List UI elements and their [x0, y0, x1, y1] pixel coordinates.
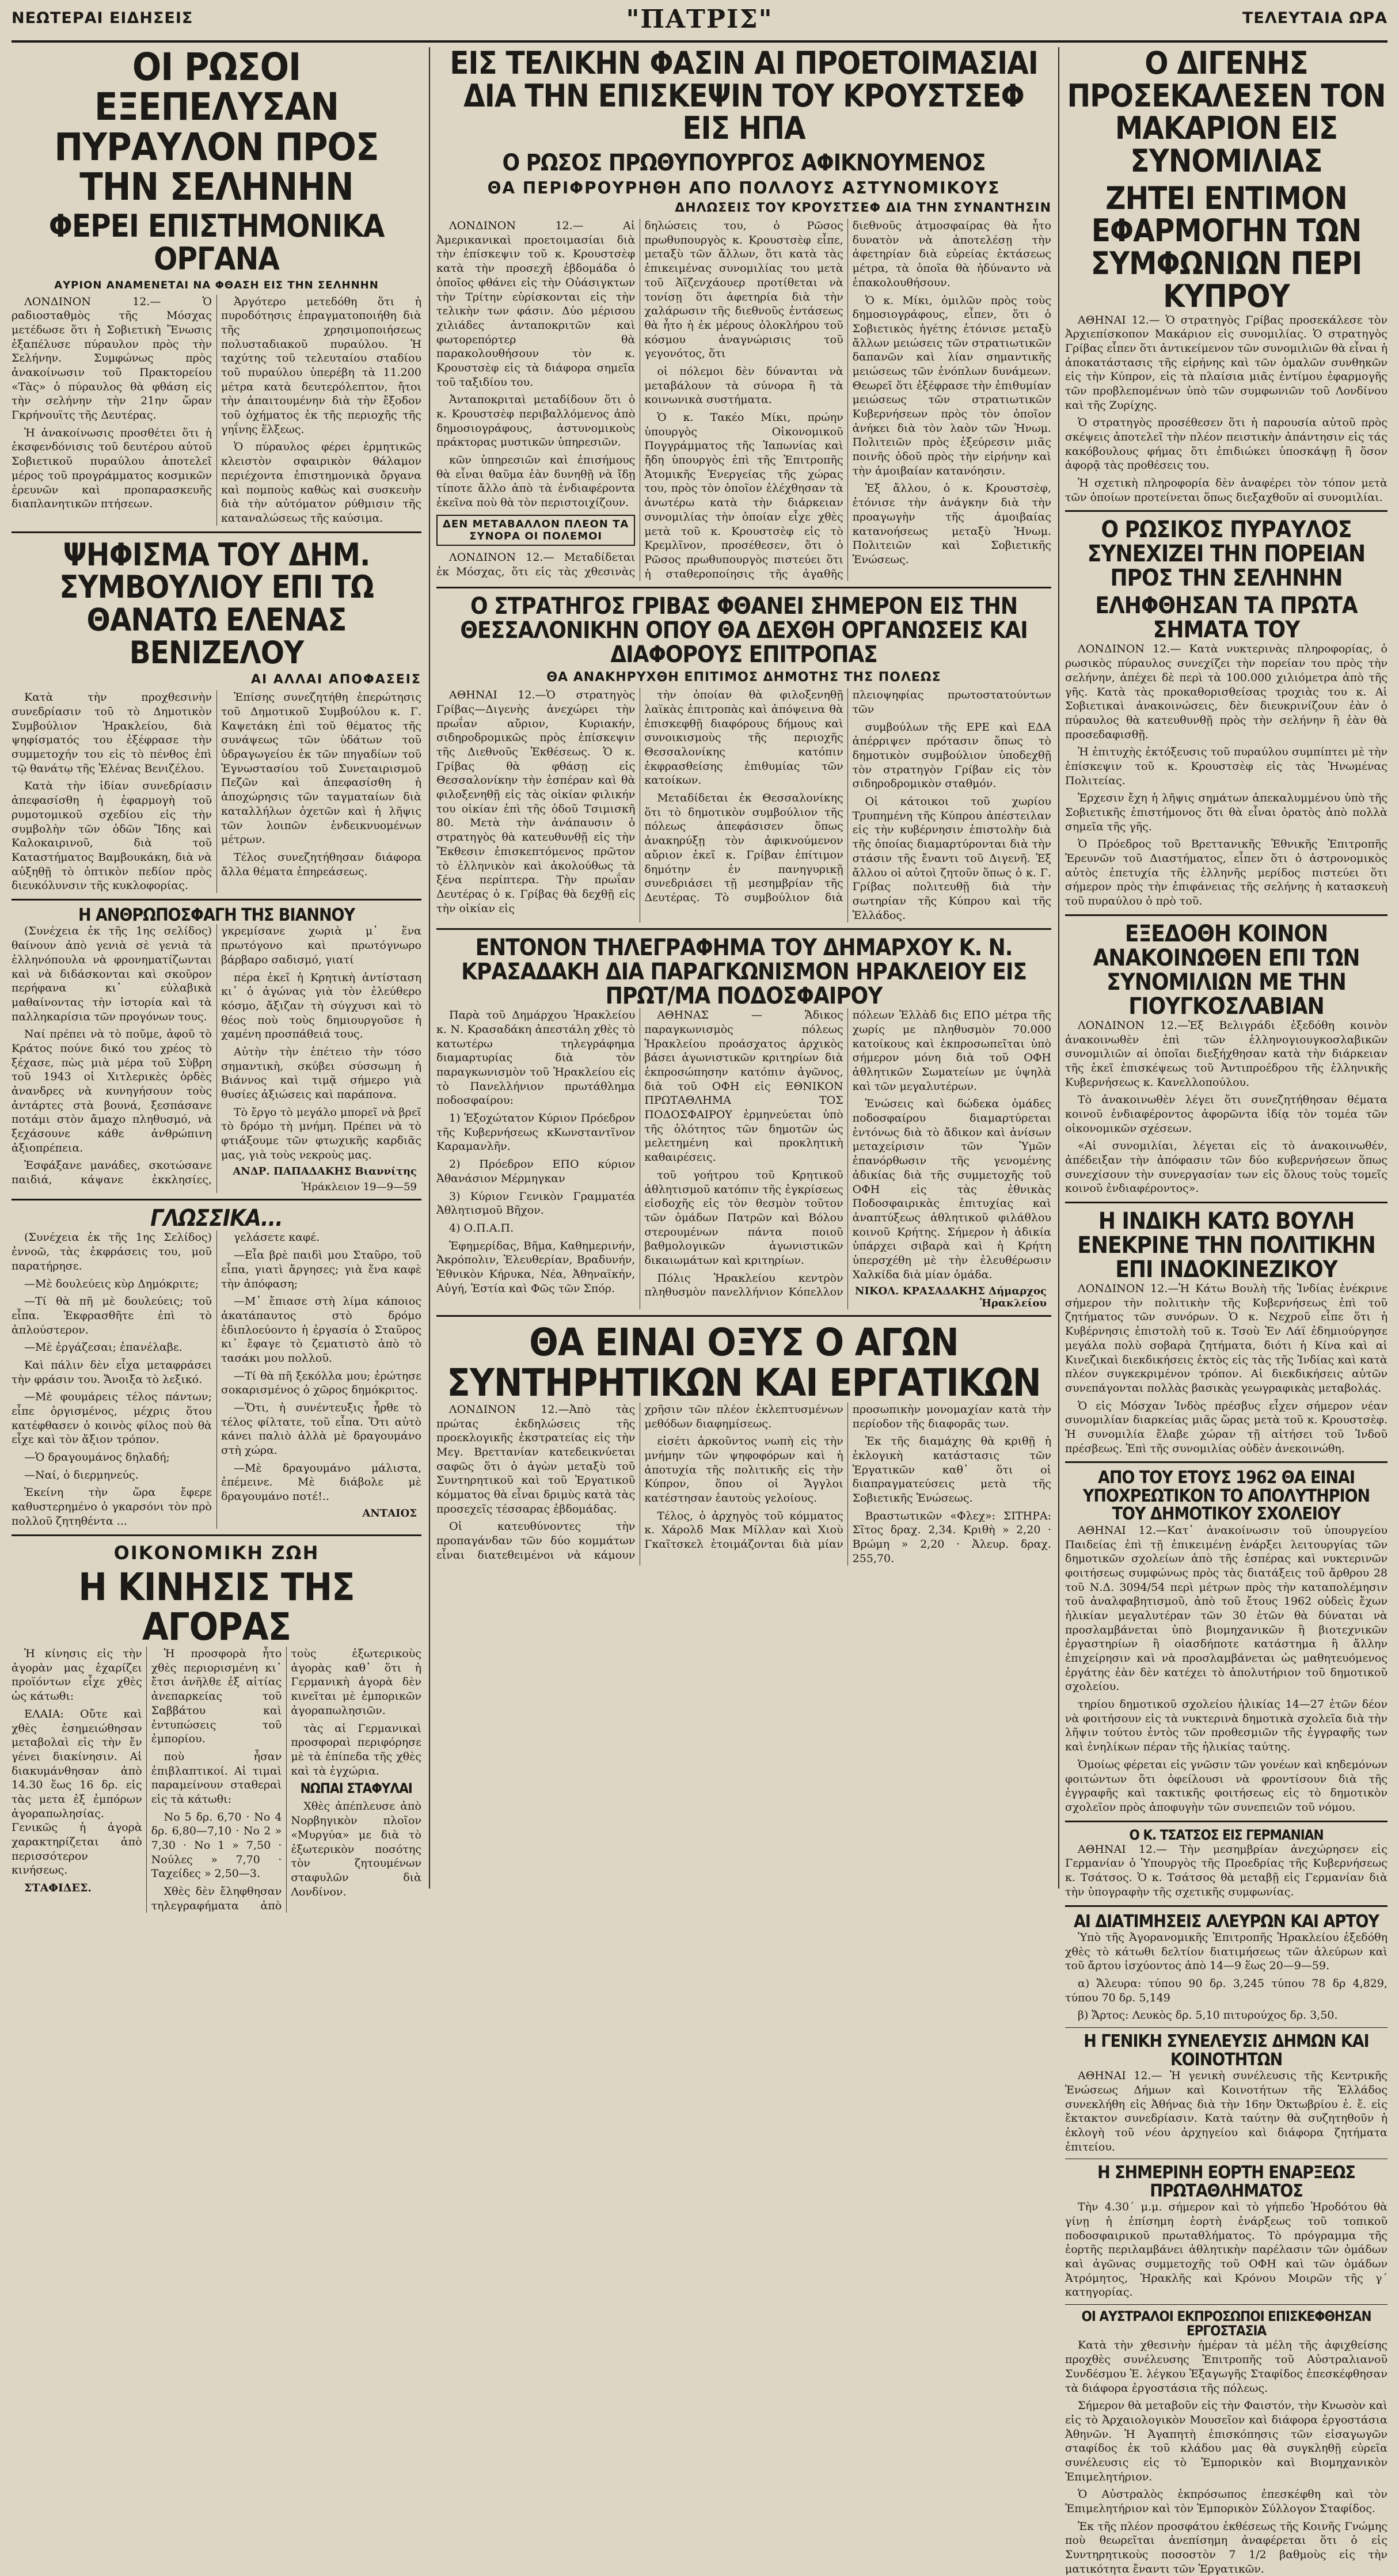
paragraph: Ἑνώσεις καὶ δώδεκα ὁμάδες ποδοσφαίρου διαμαρτύρεται ἐντόνως διὰ τὸ ἄδικον καὶ ἀνίσων μεταχείρισιν τῶν Ὑμῶν ἐπανόρθωσιν τῆς γενομένης ἀδικίας διὰ τῆς συμμετοχῆς τοῦ ΟΦΗ εἰς τὰς ἐθνικὰς Ποδοσφαιρικὰς ἐπιτυχίας καὶ ἀναπτύξεως ἀθλητικοῦ φιλάθλου κοινοῦ Κρήτης. Σήμερον ἡ ἀδικία ὑπάρχει σιβαρὰ καὶ ἡ Κρήτη ὑπερσχέθη μὲ τὴν ἐλευθέρωσιν Χαλκίδα διὰ μίαν ὁμάδα.	[852, 1097, 1051, 1281]
paragraph: Ἐκείνη τὴν ὥρα ἔφερε καθυστερημένο ὁ γκαρσόνι τὸν πρὸ πολλοῦ ζητηθέντα ...	[12, 1486, 212, 1528]
paragraph: ΛΟΝΔΙΝΟΝ 12.—Ἀπὸ τὰς πρώτας ἐκδηλώσεις τῆς προεκλογικῆς ἐκστρατείας εἰς τὴν Μεγ. Βρεττανίαν κατεδεικνύεται σαφῶς ὅτι ὁ ἀγὼν μεταξὺ τοῦ Συντηρητικοῦ καὶ τοῦ Ἐργατικοῦ κόμματος θὰ εἶναι δριμὺς κατὰ τὰς προσεχεῖς τέσσαρας ἑβδομάδας.	[436, 1403, 636, 1515]
divider	[12, 531, 421, 533]
divider	[1065, 510, 1387, 512]
paragraph: Κατὰ τὴν προχθεσινὴν συνεδρίασιν τοῦ τὸ Δημοτικὸν Συμβούλιον Ἡρακλείου, διὰ ψηφίσματός του ἐξέφρασε τὴν συμμετοχήν του εἰς τὸ πένθος ἐπὶ τῷ θανάτῳ τῆς Ἐλένας Βενιζέλου.	[12, 691, 212, 775]
paragraph: —Εἶα βρὲ παιδὶ μου Σταῦρο, τοῦ εἶπα, γιατὶ ἄργησες; γιὰ ἕνα καφὲ τὴν ἀπόφαση;	[221, 1249, 421, 1290]
headline: ΑΠΟ ΤΟΥ ΕΤΟΥΣ 1962 ΘΑ ΕΙΝΑΙ ΥΠΟΧΡΕΩΤΙΚΟΝ ΤΟ ΑΠΟΛΥΤΗΡΙΟΝ ΤΟΥ ΔΗΜΟΤΙΚΟΥ ΣΧΟΛΕΙΟΥ	[1082, 1468, 1370, 1525]
divider	[1065, 1461, 1387, 1463]
boxed-subhead: ΔΕΝ ΜΕΤΑΒΑΛΛΟΝ ΠΛΕΟΝ ΤΑ ΣΥΝΟΡΑ ΟΙ ΠΟΛΕΜΟΙ	[436, 515, 635, 546]
headline: Ο ΣΤΡΑΤΗΓΟΣ ΓΡΙΒΑΣ ΦΘΑΝΕΙ ΣΗΜΕΡΟΝ ΕΙΣ ΤΗΝ ΘΕΣΣΑΛΟΝΙΚΗΝ ΟΠΟΥ ΘΑ ΔΕΧΘΗ ΟΡΓΑΝΩΣΕΙΣ ΚΑΙ ΔΙΑΦΟΡΟΥΣ ΕΠΙΤΡΟΠΑΣ	[460, 593, 1028, 668]
article-feast	[1065, 2164, 1387, 2300]
article-rocket	[1065, 518, 1387, 908]
headline: ΕΝΤΟΝΟΝ ΤΗΛΕΓΡΑΦΗΜΑ ΤΟΥ ΔΗΜΑΡΧΟΥ Κ. Ν. ΚΡΑΣΑΔΑΚΗ ΔΙΑ ΠΑΡΑΓΚΩΝΙΣΜΟΝ ΗΡΑΚΛΕΙΟΥ ΕΙΣ ΠΡΩΤ/ΜΑ ΠΟΔΟΣΦΑΙΡΟΥ	[461, 934, 1027, 1010]
dateline: Ἡράκλειον 19—9—59	[301, 1181, 417, 1194]
paragraph: (Συνέχεια ἐκ τῆς 1ης Σελίδος) ἐννοῶ, τὰς ἐκφράσεις του, μοῦ παρατήρησε.	[12, 1231, 212, 1272]
paragraph: Ἐξ ἄλλου, ὁ κ. Κρουστσὲφ, ἐτόνισε τὴν ἀνάγκην διὰ τὴν προαγωγὴν τῆς ἀμοιβαίας κατανοήσεως μεταξὺ Ἡνωμ. Πολιτειῶν καὶ Σοβιετικῆς Ἑνώσεως.	[852, 482, 1051, 566]
paragraph: Τὴν 4.30΄ μ.μ. σήμερον καὶ τὸ γήπεδο Ἡροδότου θὰ γίνῃ ἡ ἐπίσημη ἑορτὴ ἐνάρξεως τοῦ τοπικοῦ ποδοσφαιρικοῦ πρωταθλήματος. Τὸ πρόγραμμα τῆς ἑορτῆς περιλαμβάνει ἀθλητικὴν παρέλασιν τῶν ὁμάδων καὶ ἀγῶνας συμμετοχῆς τοῦ ΟΦΗ καὶ τῶν ὁμάδων Ἀτρόμητος, Ἡρακλῆς καὶ Κρόνου Μοιρῶν τῆς γ΄ κατηγορίας.	[1065, 2201, 1387, 2299]
paragraph: Ἡ σχετικὴ πληροφορία δὲν ἀναφέρει τὸν τόπον μετὰ τῶν ὁποίων προτείνεται ὅπως διεξαχθοῦν αἱ συνομιλίαι.	[1065, 477, 1387, 504]
paragraph: β) Ἄρτος: Λευκὸς δρ. 5,10 πιτυρούχος δρ. 3,50.	[1078, 2009, 1338, 2022]
signature: ΑΝΤΑΙΟΣ	[362, 1507, 417, 1519]
paragraph: Ἡ προσφορὰ ἦτο χθὲς περιορισμένη κι᾿ ἔτσι ἀνῆλθε ἐξ αἰτίας ἀνεπαρκείας τοῦ Σαββάτου καὶ ἐντυπώσεις τοῦ ἐμπορίου.	[151, 1647, 282, 1746]
paragraph: γελάσετε καφέ.	[234, 1231, 320, 1244]
paragraph: ΛΟΝΔΙΝΟΝ 12.— Κατὰ νυκτερινὰς πληροφορίας, ὁ ρωσικὸς πύραυλος συνεχίζει τὴν πορείαν του πρὸς τὴν σελήνην, ἀπέχει δὲ περὶ τὰ 100.000 χιλιόμετρα ἀπὸ τῆς γῆς. Κατὰ τὰς προκαθορισθείσας τροχιὰς του κ. Αἱ Σοβιετικαὶ ἀνακοινώσεις, δὲν διευκρινίζουν ἐὰν ὁ πύραυλος θὰ κατευθυνθῇ πρὸς τὴν σελήνην ἢ ἐὰν θὰ προσεδαφισθῇ.	[1065, 643, 1387, 741]
paragraph: Ὁ πύραυλος φέρει ἑρμητικῶς κλειστὸν σφαιρικὸν θάλαμον περιέχοντα ἐπιστημονικὰ ὄργανα καὶ πομποὺς καθὼς καὶ συσκευὴν διὰ τὴν αὐτόματον ρύθμισιν τῆς καταναλώσεως τῆς καύσιμα.	[221, 440, 421, 525]
paragraph: Ἐφημερίδας, Βῆμα, Καθημερινήν, Ἀκρόπολιν, Ἐλευθερίαν, Βραδυνήν, Ἐθνικὸν Κήρυκα, Νέα, Ἀθηναϊκήν, Αὐγή, Ἑστία καὶ Φῶς τῶν Σπόρ.	[436, 1239, 636, 1295]
headline: ΕΙΣ ΤΕΛΙΚΗΝ ΦΑΣΙΝ ΑΙ ΠΡΟΕΤΟΙΜΑΣΙΑΙ ΔΙΑ ΤΗΝ ΕΠΙΣΚΕΨΙΝ ΤΟΥ ΚΡΟΥΣΤΣΕΦ ΕΙΣ ΗΠΑ	[450, 45, 1038, 147]
article-grivas	[436, 594, 1051, 922]
divider	[1065, 1202, 1387, 1203]
headline: Ο ΡΩΣΙΚΟΣ ΠΥΡΑΥΛΟΣ ΣΥΝΕΧΙΖΕΙ ΤΗΝ ΠΟΡΕΙΑΝ ΠΡΟΣ ΤΗΝ ΣΕΛΗΝΗΝ	[1087, 516, 1366, 592]
paragraph: Αὐτὴν τὴν ἐπέτειο τὴν τόσο σημαντικὴ, σκύβει σύσσωμη ἡ Βιάννος καὶ τιμᾷ σήμερο γιὰ θυσίες ἀξιώσεις καὶ παράπονα.	[221, 1045, 421, 1101]
paragraph: Ἡ ἐπιτυχὴς ἐκτόξευσις τοῦ πυραύλου συμπίπτει μὲ τὴν ἐπίσκεψιν τοῦ κ. Κρουστσὲφ εἰς τὰς Ἡνωμένας Πολιτείας.	[1065, 746, 1387, 787]
paragraph: —Μ᾿ ἔπιασε στὴ λίμα κάποιος ἀκατάπαυτος στὸ δρόμο ἐδιπλοεύοντο ἡ ἐργασία ὁ Σταῦρος κι᾿ ἔφαγε τὸ ζεματιστὸ ἀπὸ τὸ τασάκι μου πολλοῦ.	[221, 1295, 421, 1365]
paragraph: 1) Ἐξοχώτατον Κύριον Πρόεδρον τῆς Κυβερνήσεως κΚωνσταντῖνον Καραμανλῆν.	[436, 1112, 636, 1153]
article-market	[12, 1542, 421, 1913]
paragraph: 2) Πρόεδρον ΕΠΟ κύριον Ἀθανάσιον Μέρμηγκαν	[436, 1158, 636, 1185]
paragraph: ΑΘΗΝΑΙ 12.—Ὁ στρατηγὸς Γρίβας—Διγενὴς ἀνεχώρει τὴν πρωΐαν αὔριον, Κυριακήν, σιδηροδρομικῶς πρὸς ἐπίσκεψιν τῆς Διεθνοῦς Ἐκθέσεως. Ὁ κ. Γρίβας θὰ φθάσῃ εἰς Θεσσαλονίκην τὴν ἑσπέραν καὶ θὰ φιλοξενηθῇ εἰς τὰς οἰκίαν φιλικήν του οἰκίαν ἐπὶ τῆς ὁδοῦ Τσιμισκῆ 80. Μετὰ τὴν ἀνάπαυσιν ὁ στρατηγὸς θὰ κατευθυνθῇ εἰς τὴν Ἔκθεσιν ἐπισκεπτόμενος πρῶτον τὸ ἑλληνικὸν καὶ ἀκολούθως τὰ ξένα περίπτερα. Τὴν πρωΐαν Δευτέρας ὁ κ. Γρίβας θὰ δεχθῇ εἰς τὴν οἰκίαν εἰς	[436, 689, 636, 915]
paragraph: ΕΛΑΙΑ: Οὔτε καὶ χθὲς ἐσημειώθησαν μεταβολαὶ εἰς τὴν ἔν γένει διακίνησιν. Αἱ διακυμάνθησαν ἀπὸ 14.30 ἕως 16 δρ. εἰς τὰς μετα ἐξ ἐμπόρων ἀγοραπωλησίας. Γενικῶς ἡ ἀγορὰ χαρακτηρίζεται ἀπὸ περισσότερον κινήσεως.	[12, 1707, 142, 1877]
paragraph: Ἐπίσης συνεζητήθη ἐπερώτησις τοῦ Δημοτικοῦ Συμβούλου κ. Γ. Καψετάκη ἐπὶ τοῦ θέματος τῆς συνάψεως τῶν ὑδάτων τοῦ ὑδραγωγείου ἐκ τῶν πηγαδίων τοῦ Ἐγνωστασίου τοῦ Συνεταιρισμοῦ Πεζῶν καὶ ἀπεφασίσθη ἡ ἀποχώρησις τῶν ταγματαίων διὰ καταλλήλων ὀχετῶν καὶ ἡ λῆψις τῶν λοιπῶν ἐνδεικνυομένων μέτρων.	[221, 691, 421, 846]
paragraph: Σήμερον θὰ μεταβοῦν εἰς τὴν Φαιστόν, τὴν Κνωσὸν καὶ εἰς τὸ Ἀρχαιολογικὸν Μουσεῖον καὶ διάφορα ἐργοστάσια Ἀθηνῶν. Ἡ Ἀγαπητὴ ἐπισκόπησις τῶν εἰσαγωγῶν σταφίδος ἐκ τοῦ κλάδου μας θὰ συγκληθῇ εὐρεῖα συνέλευσις εἰς τὸ Ἐμπορικὸν καὶ Βιομηχανικὸν Ἐπιμελητήριον.	[1065, 2399, 1387, 2483]
article-kruschev	[436, 47, 1051, 581]
paragraph: πέρα ἐκεῖ ἡ Κρητικὴ ἀντίσταση κι᾿ ὁ ἀγώνας γιὰ τὸν ἐλεύθερο κόσμο, ἄξιζαν τὴ σύγχυσι καὶ τὸ θέος ποὺ τοὺς δημιουργοῦσε ἡ χαμένη προσπάθειά τους.	[221, 971, 421, 1041]
paragraph: Τὸ ἔργο τὸ μεγάλο μπορεῖ νὰ βρεῖ τὸ δρόμο τὴ μνήμη. Πρέπει νὰ τὸ φτιάξουμε τῶν φτωχικῆς καρδιᾶς μας, γιὰ τοὺς νεκροὺς μας.	[221, 1105, 421, 1161]
headline: ΑΙ ΔΙΑΤΙΜΗΣΕΙΣ ΑΛΕΥΡΩΝ ΚΑΙ ΑΡΤΟΥ	[1073, 1911, 1379, 1932]
divider	[436, 587, 1051, 588]
paragraph: Ὁ Πρόεδρος τοῦ Βρεττανικῆς Ἑθνικῆς Ἐπιτροπῆς Ἐρευνῶν τοῦ Διαστήματος, εἶπεν ὅτι ὁ ἀστρονομικὸς αὐτὸς ἐπετυχία τῆς ἑλληνῆς μερίδος πιστεύει ὅτι σήμερον πρὸς τὴν ἐπιφάνειας τῆς σελήνης ἡ κατασκευὴ τοῦ πυραύλου ὁ πρὸ τοῦ.	[1065, 838, 1387, 908]
paragraph: —Μὲ φουμάρεις τέλος πάντων; εἶπε ὀργισμένος, μέχρις ὅτου κατέφθασεν ὁ κοινὸς φίλος ποὺ θὰ εἶχε καὶ τὸν ἄξιον τρόπον.	[12, 1390, 212, 1446]
column-divider	[1058, 47, 1059, 1889]
subheadline: ΑΙ ΑΛΛΑΙ ΑΠΟΦΑΣΕΙΣ	[251, 673, 421, 687]
paragraph: «Αἱ συνομιλίαι, λέγεται εἰς τὸ ἀνακοινωθέν, ἀπέδειξαν τὴν ἀπόφασιν τῶν δύο κυβερνήσεων ὅπως συνεχίσουν τὴν συνεργασίαν των εἰς ὅλους τοὺς τομεῖς κοινοῦ ἐνδιαφέροντος».	[1065, 1139, 1387, 1195]
article-viannos	[12, 906, 421, 1194]
paragraph: Ἐκ τῆς πλέον προσφάτου ἐκθέσεως τῆς Κοινῆς Γνώμης ποὺ θεωρεῖται ἀνεπίσημη ἀναφέρεται ὅτι ὁ εἰς Συντηρητικοὺς ποσοστὸν 7 1/2 βαθμοὺς εἰς τὴν ματικότητα ἔναντι τῶν Ἐργατικῶν.	[1065, 2520, 1387, 2575]
article-glossika	[12, 1206, 421, 1528]
paragraph: Βραστωτικῶν «Φλεχ»: ΣΙΤΗΡΑ: Σῖτος δραχ. 2,34. Κριθὴ » 2,20 · Βρώμη » 2,20 · Ἀλευρ. δραχ. 255,70.	[852, 1509, 1051, 1565]
headline: Ο Κ. ΤΣΑΤΣΟΣ ΕΙΣ ΓΕΡΜΑΝΙΑΝ	[1129, 1826, 1324, 1843]
column-right	[1065, 45, 1387, 2575]
article-australians	[1065, 2309, 1387, 2576]
paragraph: Παρὰ τοῦ Δημάρχου Ἡρακλείου κ. Ν. Κρασαδάκη ἀπεστάλη χθὲς τὸ κατωτέρω τηλεγράφημα διαμαρτυρίας διὰ τὸν παραγκωνισμὸν τοῦ Ἡρακλείου εἰς τὸ Πανελλήνιον πρωτάθλημα ποδοσφαίρου:	[436, 1009, 636, 1107]
subheadline: Ο ΡΩΣΟΣ ΠΡΩΘΥΠΟΥΡΓΟΣ ΑΦΙΚΝΟΥΜΕΝΟΣ	[502, 150, 986, 177]
paragraph: Χθὲς δὲν ἔληφθησαν τηλεγραφήματα ἀπὸ τοὺς ἐξωτερικοὺς ἀγορὰς καθ᾿ ὅτι ἡ Γερμανικὴ ἀγορὰ δὲν κινεῖται μὲ ἐμπορικῶν ἀγοραπωλησιῶν.	[151, 1647, 421, 1912]
divider	[436, 928, 1051, 930]
paragraph: ΑΘΗΝΑΙ 12.—Κατ᾿ ἀνακοίνωσιν τοῦ ὑπουργείου Παιδείας ἐπὶ τῇ ἐπικειμένῃ ἐνάρξει λειτουργίας τῶν δημοτικῶν σχολείων ἀπὸ τῆς ἑσπέρας καὶ νυκτερινῶν φοιτήσεως συμφώνως πρὸς τὰς διατάξεις τοῦ ἄρθρου 28 τοῦ Ν.Δ. 3094/54 περὶ μέτρων πρὸς τὴν καταπολέμησιν τοῦ ἀναλφαβητισμοῦ, ἀπὸ τοῦ ἔτους 1962 οὐδεὶς ἔχων ἡλικίαν μεγαλυτέραν τῶν 30 ἐτῶν θὰ δύναται νὰ προσλαμβάνεται ὑπὸ βιομηχανικῶν ἢ βιοτεχνικῶν ἐργαστηρίων ἢ οἱασδήποτε κατάστημα ἢ ἄλλην ἐπιχείρησιν καὶ νὰ προσλαμβάνεται ὡς μαθητευόμενος ἐργάτης ἐὰν δὲν κατέχει τὸ ἀπολυτήριον τοῦ δημοτικοῦ σχολείου.	[1065, 1523, 1387, 1693]
subheadline: ΝΩΠΑΙ ΣΤΑΦΥΛΑΙ	[300, 1780, 412, 1797]
headline: ΨΗΦΙΣΜΑ ΤΟΥ ΔΗΜ. ΣΥΜΒΟΥΛΙΟΥ ΕΠΙ ΤΩ ΘΑΝΑΤΩ ΕΛΕΝΑΣ ΒΕΝΙΖΕΛΟΥ	[59, 536, 374, 671]
article-flour-prices	[1065, 1913, 1387, 2023]
paragraph: ΛΟΝΔΙΝΟΝ 12.— Αἱ Ἀμερικανικαὶ προετοιμασίαι διὰ τὴν ἐπίσκεψιν τοῦ κ. Κρουστσὲφ κατὰ τὴν προσεχῆ ἑβδομάδα ὁ ὁποῖος φθάνει εἰς τὴν Οὐάσιγκτων τὴν Τρίτην εὑρίσκονται εἰς τὴν τελικὴν των φάσιν. Δύο μέρισου χιλιάδες ἀνταποκριτῶν καὶ φωτορεπόρτερ θὰ παρακολουθήσουν τὸν κ. Κρουστσὲφ εἰς τὰ διάφορα σημεῖα τοῦ ταξιδίου του.	[436, 219, 636, 389]
divider	[12, 1199, 421, 1200]
paragraph: α) Ἄλευρα: τύπου 90 δρ. 3,245 τύπου 78 δρ 4,829, τύπου 70 δρ. 5,149	[1065, 1977, 1387, 2004]
column-left	[12, 45, 421, 1912]
paragraph: Ἐρχεσιν ἔχη ἡ λῆψις σημάτων ἀπεκαλυμμένου ὑπὸ τῆς Σοβιετικῆς ἐπιστήμονος ὅτι θὰ εἶναι ὁρατὸς ἀπὸ πολλὰ σημεῖα τῆς γῆς.	[1065, 792, 1387, 833]
headline: ΕΞΕΔΟΘΗ ΚΟΙΝΟΝ ΑΝΑΚΟΙΝΩΘΕΝ ΕΠΙ ΤΩΝ ΣΥΝΟΜΙΛΙΩΝ ΜΕ ΤΗΝ ΓΙΟΥΓΚΟΣΛΑΒΙΑΝ	[1093, 920, 1360, 1020]
paragraph: Ἡ κίνησις εἰς τὴν ἀγορὰν μας ἐχαρίζει προϊόντων εἶχε χθὲς ὡς κάτωθι:	[12, 1647, 142, 1703]
paragraph: ΣΤΑΦΙΔΕΣ.	[24, 1882, 92, 1895]
article-school	[1065, 1469, 1387, 1814]
paragraph: Κατὰ τὴν χθεσινὴν ἡμέραν τὰ μέλη τῆς ἀφιχθείσης προχθὲς συνέλευσης Ἐπιτροπῆς τοῦ Αὐστραλιανοῦ Συνδέσμου Ἐ. λέγκου Ἐξαγωγῆς Σταφίδος ἐπεσκέφθησαν τὰ διάφορα ἐργοστάσια τῆς πόλεως.	[1065, 2339, 1387, 2395]
paragraph: —Μὲ ἐργάζεσαι; ἐπανέλαβε.	[24, 1341, 183, 1354]
divider	[12, 899, 421, 901]
paragraph: ΛΟΝΔΙΝΟΝ 12.—Ἡ Κάτω Βουλὴ τῆς Ἰνδίας ἐνέκρινε σήμερον τὴν πολιτικὴν τῆς Κυβερνήσεως ἐπὶ τοῦ ζητήματος τῶν συνόρων. Ὁ κ. Νεχροῦ εἶπε ὅτι ἡ Κυβέρνησις ἐπιστολὴ τοῦ κ. Τσοὺ Ἐν Λάϊ ἐδημιούργησε μεγάλα πολὺ σοβαρὰ ζητήματα, διότι ἡ Κίνα καὶ αἱ Κινεζικαὶ διεκδικήσεις ἐκτὸς εἰς τὰς τῆς Ἰνδίας καὶ κατὰ πλέον συγκεκριμένον τρόπον. Αἱ διεκδικήσεις αὐτῶν συνεπάγονται πολλὰς βασικὰς γεωγραφικὰς μεταβολάς.	[1065, 1282, 1387, 1395]
article-uk-election	[436, 1320, 1051, 1566]
column-divider	[429, 47, 430, 1889]
article-mayor-telegram	[436, 936, 1051, 1309]
paragraph: ΛΟΝΔΙΝΟΝ 12.— Μεταδίδεται ἐκ Μόσχας, ὅτι εἰς τὰς χθεσινὰς δηλώσεις του, ὁ Ρῶσος πρωθυπουργὸς κ. Κρουστσὲφ εἶπε, μεταξὺ τῶν ἄλλων, ὅτι κατὰ τὰς ἐπικειμένας συνομιλίας του μετὰ τοῦ Ἀϊζενχάουερ προτίθεται νὰ τονίσῃ ὅτι ἀφετηρία διὰ τὴν χαλάρωσιν τῆς διεθνοῦς ἐντάσεως θὰ ἦτο ἡ ἐκ μέρους ὁλοκλήρου τοῦ κόσμου ἀναγνώρισις τοῦ γεγονότος, ὅτι	[436, 219, 843, 578]
article-venizelou	[12, 536, 421, 893]
paragraph: Ἀνταποκριταὶ μεταδίδουν ὅτι ὁ κ. Κρουστσὲφ περιβαλλόμενος ἀπὸ δημοσιογράφους, ἀστυνομικοὺς πράκτορας μυστικῶν ὑπηρεσιῶν.	[436, 393, 636, 449]
subheadline: ΖΗΤΕΙ ΕΝΤΙΜΟΝ ΕΦΑΡΜΟΓΗΝ ΤΩΝ ΣΥΜΦΩΝΙΩΝ ΠΕΡΙ ΚΥΠΡΟΥ	[1090, 180, 1362, 314]
paragraph: Ὁ κ. Μίκι, ὁμιλῶν πρὸς τοὺς δημοσιογράφους, εἶπεν, ὅτι ὁ Σοβιετικὸς ἡγέτης ἐτόνισε μεταξὺ ἄλλων μειώσεις τῶν στρατιωτικῶν δαπανῶν καὶ λίαν σημαντικῆς μειώσεως τῶν ἐνόπλων δυνάμεων. Θεωρεῖ ὅτι ἐξέφρασε τὴν ἐπιθυμίαν μειώσεως τῶν στρατιωτικῶν Κυβερνήσεων πρὸς τὸν ὁποῖον ἀνήκει διὰ τὸν λαὸν τῶν Ἡνωμ. Πολιτειῶν πρὸς ἐξεύρεσιν μιᾶς ποινῆς ὁδοῦ πρὸς τὴν εἰρήνην καὶ τὴν ἀμοιβαίαν κατανόησιν.	[852, 294, 1051, 477]
divider	[1065, 2027, 1387, 2028]
paragraph: συμβούλων τῆς ΕΡΕ καὶ ΕΔΑ ἀπέρριψεν πρότασιν ὅπως τὸ δημοτικὸν συμβούλιον ὑποδεχθῇ τὸν στρατηγὸν Γρίβαν εἰς τὸν σιδηροδρομικὸν σταθμόν.	[852, 720, 1051, 791]
paragraph: τὴν ὁποίαν θὰ φιλοξενηθῇ λαϊκὰς ἐπιτροπὰς καὶ ἀπόψεινα θὰ ἐπισκεφθῇ διαφόρους δήμους καὶ συνοικισμοὺς τῆς περιοχῆς Θεσσαλονίκης κατόπιν ἐκφρασθείσης ἐπιθυμίας τῶν κατοίκων.	[644, 689, 843, 787]
paragraph: Ναί πρέπει νὰ τὸ ποῦμε, ἀφοῦ τὸ Κράτος πούνε δικό του χρέος τὸ ξέχασε, πὼς μιὰ μέρα τοῦ Σὺβρη τοῦ 1943 οἱ Χιτλερικὲς ὀρδὲς ἀνανδρες νὰ κυνηγήσουν τοὺς ἀντάρτες στὰ βουνά, ξεσπάσανε ποτάμι στὸν ἄμαχο πληθυσμό, νὰ ξεχάσουνε κάθε ἀνθρώπινη ἀξιοπρέπεια.	[12, 1028, 212, 1154]
paragraph: Τέλος, ὁ ἀρχηγὸς τοῦ κόμματος κ. Χάρολδ Μακ Μίλλαν καὶ Χιοὺ Γκαῖτσκελ ἑτοιμάζονται διὰ μίαν προσωπικὴν μονομαχίαν κατὰ τὴν περίοδον τῆς διαφορᾶς των.	[644, 1403, 1051, 1551]
headline: Η ΚΙΝΗΣΙΣ ΤΗΣ ΑΓΟΡΑΣ	[78, 1564, 355, 1649]
paragraph: Ὁμοίως φέρεται εἰς γνῶσιν τῶν γονέων καὶ κηδεμόνων φοιτώντων ὅτι ὀφείλουσι νὰ φροντίσουν διὰ τῆς ἐγγραφῆς καὶ τακτικῆς φοιτήσεως εἰς τὸ δημοτικὸν σχολεῖον πρὸς ἀποφυγὴν τῶν συνεπειῶν τοῦ νόμου.	[1065, 1758, 1387, 1814]
kicker: ΘΑ ΑΝΑΚΗΡΥΧΘΗ ΕΠΙΤΙΜΟΣ ΔΗΜΟΤΗΣ ΤΗΣ ΠΟΛΕΩΣ	[546, 670, 941, 685]
paragraph: Ὁ κ. Τακέο Μίκι, πρώην ὑπουργὸς Οἰκονομικοῦ Πογγράμματος τῆς Ἰαπωνίας καὶ ἤδη ὑπουργὸς ἐπὶ τῆς Ἐπιτροπῆς Ἀτομικῆς Ἐνεργείας τῆς χώρας του, πρὸς τὸν ὁποῖον ἐλέχθησαν τὰ ἀνωτέρω κατὰ τὴν διάρκειαν συνομιλίας τὴν ὁποίαν εἶχε χθὲς μετὰ τοῦ κ. Κρουστσὲφ εἰς τὸ Κρεμλῖνον, προσέθεσεν, ὅτι ὁ Ρῶσος πρωθυπουργὸς πιστεύει ὅτι ἡ σταθεροποίησις τῆς ἀγαθῆς διεθνοῦς ἀτμοσφαίρας θὰ ἦτο δυνατὸν νὰ ἀποτελέσῃ τὴν ἀφετηρίαν διὰ εὐρείας ἐκτάσεως μέτρα, τὰ ὁποῖα θὰ ἠδύναντο νὰ ἐπακολουθήσουν.	[644, 219, 1051, 580]
paragraph: —Ὅτι, ἡ συνέντευξις ἦρθε τὸ τέλος φίλτατε, τοῦ εἶπα. Ὅτι αὐτὸ κάνει παλιὸ ἀλλὰ μὲ δραγουμάνο στὴ χώρα.	[221, 1401, 421, 1457]
headline: ΟΙ ΑΥΣΤΡΑΛΟΙ ΕΚΠΡΟΣΩΠΟΙ ΕΠΙΣΚΕΦΘΗΣΑΝ ΕΡΓΟΣΤΑΣΙΑ	[1081, 2308, 1371, 2339]
divider	[1065, 1821, 1387, 1822]
article-yugoslavia	[1065, 922, 1387, 1196]
paragraph: Χθὲς ἀπέπλευσε ἀπὸ Νορβηγικὸν πλοῖον «Μυργύα» με διὰ τὸ ἐξωτερικὸν ποσότης τὸν ζητουμένων σταφυλῶν διὰ Λονδίνον.	[291, 1800, 421, 1898]
headline: Η ΙΝΔΙΚΗ ΚΑΤΩ ΒΟΥΛΗ ΕΝΕΚΡΙΝΕ ΤΗΝ ΠΟΛΙΤΙΚΗΝ ΕΠΙ ΙΝΔΟΚΙΝΕΖΙΚΟΥ	[1077, 1208, 1375, 1283]
paragraph: τοῦ γοήτρου τοῦ Κρητικοῦ ἀθλητισμοῦ κατόπιν τῆς ἐγκρίσεως εἰσδοχῆς εἰς τὸν θεσμὸν τοῦτον τῶν ὁμάδων Πατρῶν καὶ Βόλου στερουμένων πάντα ποιοῦ βαθμολογικῶν ἀγωνιστικῶν δικαιωμάτων καὶ κριτηρίων.	[644, 1168, 843, 1267]
article-moon-launch	[12, 47, 421, 526]
paragraph: κῶν ὑπηρεσιῶν καὶ ἐπισήμους θὰ εἶναι θαῦμα ἐὰν δυνηθῇ νὰ ἴδῃ τίποτε ἄλλο ἀπὸ τὰ ἐνδιαφέροντα ἐκεῖνα ποὺ θὰ τὸν περιστοιχίζουν.	[436, 454, 636, 510]
masthead	[12, 5, 1387, 43]
paragraph: Πόλις Ἡρακλείου κεντρὸν πληθυσμὸν πανελλήνιον Κόπελλον πόλεων Ἑλλὰδ δις ΕΠΟ μέτρα τῆς χωρίς με πληθυσμὸν 70.000 κατοίκους καὶ ἐκπροσωπεῖται ὑπὸ σήμερον μόνη διὰ τοῦ ΟΦΗ ἀθλητικῶν Σωματείων με ὑψηλὰ καὶ τῶν μεγαλυτέρων.	[644, 1009, 1051, 1299]
paragraph: τηρίου δημοτικοῦ σχολείου ἡλικίας 14—27 ἐτῶν δέον νὰ φοιτήσουν εἰς τὰ νυκτερινὰ δημοτικὰ σχολεῖα διὰ τὴν λῆψιν τούτου ἐντὸς τῶν προθεσμιῶν τῆς ἐγγραφῆς των καὶ ἐνηλίκων πέραν τῆς ἡλικίας ταύτης.	[1065, 1698, 1387, 1754]
paragraph: Ὁ Αὐστραλὸς ἐκπρόσωπος ἐπεσκέφθη καὶ τὸν Ἐπιμελητήριον καὶ τὸν Ἐμπορικὸν Σύλλογον Σταφίδος.	[1065, 2488, 1387, 2515]
article-general-assembly	[1065, 2032, 1387, 2154]
kicker: ΔΗΛΩΣΕΙΣ ΤΟΥ ΚΡΟΥΣΤΣΕΦ ΔΙΑ ΤΗΝ ΣΥΝΑΝΤΗΣΙΝ	[675, 201, 1051, 216]
paragraph: Ὑπὸ τῆς Ἀγορανομικῆς Ἐπιτροπῆς Ἡρακλείου ἐξεδόθη χθὲς τὸ κάτωθι δελτίον διατιμήσεως τῶν ἀλεύρων καὶ τοῦ ἄρτου ἰσχύοντος ἀπὸ 14—9 ἕως 20—9—59.	[1065, 1931, 1387, 1973]
subheadline: ΕΛΗΦΘΗΣΑΝ ΤΑ ΠΡΩΤΑ ΣΗΜΑΤΑ ΤΟΥ	[1095, 592, 1358, 644]
paragraph: ΑΘΗΝΑΙ 12.— Ὁ στρατηγὸς Γρίβας προσεκάλεσε τὸν Ἀρχιεπίσκοπον Μακάριον εἰς συνομιλίας. Ὁ στρατηγὸς Γρίβας εἶπεν ὅτι ἀντικείμενον τῶν συνομιλιῶν θὰ εἶναι ἡ ἀποκατάστασις τῆς εἰρήνης καὶ τῶν ὁμαλῶν συνθηκῶν εἰς τὴν Κύπρον, εἰς τὰ πλαίσια μιᾶς ἐντίμου ἐφαρμογῆς τῶν προβλεπομένων ὑπὸ τῶν συμφωνιῶν τοῦ Λονδίνου καὶ τῆς Ζυρίχης.	[1065, 313, 1387, 412]
paragraph: Ὁ εἰς Μόσχαν Ἰνδὸς πρέσβυς εἶχεν σήμερον νέαν συνομιλίαν διαρκείας μιᾶς ὥρας μετὰ τοῦ κ. Κρουστσὲφ. Ἡ συνομιλία ἔλαβε χώραν τῇ αἰτήσει τοῦ Ἰνδοῦ πρέσβεως. Ἐπὶ τῆς συνομιλίας οὐδὲν ἀνεκοινώθη.	[1065, 1399, 1387, 1455]
newspaper-title: "ΠΑΤΡΙΣ"	[626, 5, 773, 34]
divider	[436, 1315, 1051, 1317]
paragraph: Τὸ ἀνακοινωθὲν λέγει ὅτι συνεζητήθησαν θέματα κοινοῦ ἐνδιαφέροντος ἀφορῶντα ἰδίᾳ τὸν τομέα τῶν οἰκονομικῶν σχέσεων.	[1065, 1093, 1387, 1135]
headline: Ο ΔΙΓΕΝΗΣ ΠΡΟΣΕΚΑΛΕΣΕΝ ΤΟΝ ΜΑΚΑΡΙΟΝ ΕΙΣ ΣΥΝΟΜΙΛΙΑΣ	[1067, 45, 1386, 180]
paragraph: Ὁ στρατηγὸς προσέθεσεν ὅτι ἡ παρουσία αὐτοῦ πρὸς σκέψεις ἀποτελεῖ τὴν πλέον πειστικὴν ἀπάντησιν εἰς τάς κακόβουλους φήμας ὅτι ἐπιδιώκει ὑποσκάψῃ ἢ ὅσον ἀφορᾷ τὰς προθέσεις του.	[1065, 416, 1387, 472]
paragraph: ποὺ ἦσαν ἐπιβλαπτικοί. Αἱ τιμαὶ παραμείνουν σταθεραὶ εἰς τὰ κάτωθι:	[151, 1750, 282, 1806]
headline: Η ΣΗΜΕΡΙΝΗ ΕΟΡΤΗ ΕΝΑΡΞΕΩΣ ΠΡΩΤΑΘΛΗΜΑΤΟΣ	[1097, 2163, 1355, 2201]
paragraph: τὰς αἱ Γερμανικαὶ προσφοραὶ περιφόρησε μὲ τὰ ἐπίπεδα τῆς χθὲς καὶ τὰ ἐγχώρια.	[291, 1722, 421, 1777]
headline: ΘΑ ΕΙΝΑΙ ΟΞΥΣ Ο ΑΓΩΝ ΣΥΝΤΗΡΗΤΙΚΩΝ ΚΑΙ ΕΡΓΑΤΙΚΩΝ	[447, 1320, 1041, 1405]
paragraph: Κατὰ τὴν ἰδίαν συνεδρίασιν ἀπεφασίσθη ἡ ἐφαρμογὴ τοῦ ρυμοτομικοῦ σχεδίου εἰς τὴν συμβολὴν τῶν ὁδῶν Ἴδης καὶ Καλοκαιρινοῦ, διὰ τοῦ Καταστήματος Βαμβουκάκη, διὰ νὰ αὐξηθῇ τὸ ὀπτικὸν πεδίον πρὸς διευκόλυνσιν τῆς κυκλοφορίας.	[12, 780, 212, 892]
paragraph: —Μὲ δουλεύεις κὺρ Δημόκριτε;	[24, 1277, 199, 1290]
paragraph: Καὶ πάλιν δὲν εἶχα μεταφράσει τὴν φράσιν του. Ἄνοιξα τὸ λεξικό.	[12, 1358, 212, 1386]
headline: ΓΛΩΣΣΙΚΑ...	[150, 1205, 283, 1232]
signature: ΑΝΔΡ. ΠΑΠΑΔΑΚΗΣ Βιαννίτης	[233, 1165, 417, 1178]
paragraph: ΑΘΗΝΑΣ — Ἄδικος παραγκωνισμὸς πόλεως Ἡρακλείου προάσχατος ἀρχικὸς βάσει ἀγωνιστικῶν κριτηρίων διὰ ἐκπροσώπησην κατόπιν ἀγῶνος, διὰ τοῦ ΟΦΗ εἰς ΕΘΝΙΚΟΝ ΠΡΩΤΑΘΛΗΜΑ ΤΟΣ ΠΟΔΟΣΦΑΙΡΟΥ ἑρμηνεύεται ὑπὸ τῆς ὁλότητος τῶν δημοτῶν ὡς μελετημένη καὶ προκλητικὴ καθαιρέσεις.	[644, 1009, 843, 1164]
paragraph: Τέλος συνεζητήθησαν διάφορα ἄλλα θέματα ἐπηρεάσεως.	[221, 850, 421, 878]
paragraph: Ἐκ τῆς διαμάχης θὰ κριθῇ ἡ ἐκλογικὴ κατάστασις τῶν Ἐργατικῶν καθ᾿ ὅτι οἱ διαπραγματεύσεις μετὰ τῆς Σοβιετικῆς Ἑνώσεως.	[852, 1435, 1051, 1505]
kicker: ΑΥΡΙΟΝ ΑΝΑΜΕΝΕΤΑΙ ΝΑ ΦΘΑΣΗ ΕΙΣ ΤΗΝ ΣΕΛΗΝΗΝ	[54, 279, 379, 291]
paragraph: —Μὲ δραγουμάνο μάλιστα, ἐπέμεινε. Μὲ διάβολε μὲ δραγουμάνο ποτέ!..	[221, 1461, 421, 1503]
divider	[12, 1534, 421, 1536]
paragraph: οἱ πόλεμοι δὲν δύνανται νὰ μεταβάλουν τὰ σύνορα ἢ τὰ κοινωνικὰ συστήματα.	[644, 364, 843, 406]
paragraph: Νο 5 δρ. 6,70 · Νο 4 δρ. 6,80—7,10 · Νο 2 » 7,30 · Νο 1 » 7,50 · Νούλες » 7,70 · Ταχείδες » 2,50—3.	[151, 1810, 282, 1880]
article-tsatsos	[1065, 1828, 1387, 1899]
headline: ΟΙ ΡΩΣΟΙ ΕΞΕΠΕΛΥΣΑΝ ΠΥΡΑΥΛΟΝ ΠΡΟΣ ΤΗΝ ΣΕΛΗΝΗΝ	[54, 45, 379, 209]
paragraph: —Ναί, ὁ διερμηνεύς.	[24, 1468, 139, 1481]
paragraph: Οἱ κάτοικοι τοῦ χωρίου Τρυπημένη τῆς Κύπρου ἀπέστειλαν εἰς τὴν κυβέρνησιν ἐπιστολὴν διὰ τῆς ὁποίας διαμαρτύρονται διὰ τὴν στάσιν τῆς ἔναντι τοῦ Διγενῆ. Ἐξ ἄλλου οἱ αὐτοὶ ζητοῦν ὅπως ὁ κ. Γ. Γρίβας πολιτευθῇ διὰ τὴν σωτηρίαν τῆς Κύπρου καὶ τῆς Ἑλλάδος.	[852, 795, 1051, 922]
paragraph: Οἱ κατευθύνοντες τὴν προπαγάνδαν τῶν δύο κομμάτων εἶναι διατεθειμένοι νὰ κάμουν χρῆσιν τῶν πλέον ἐκλεπτυσμένων μεθόδων διαφημίσεως.	[436, 1403, 843, 1561]
section-label-left: ΝΕΩΤΕΡΑΙ ΕΙΔΗΣΕΙΣ	[12, 9, 193, 27]
paragraph: —Ὁ δραγουμάνος δηλαδή;	[24, 1451, 170, 1464]
paragraph: (Συνέχεια ἐκ τῆς 1ης σελίδος) θαίνουν ἀπὸ γενιὰ σὲ γενιὰ τὰ ἑλληνόπουλα νὰ φρονηματίζωνται καὶ νὰ διδάσκονται καὶ σκοῦρον περήφανα κι᾿ εὐλαβικὰ μαθαίνοντας τὴν ἱστορία καὶ τὰ παλληκαρίσια τῶν προγόνων τους.	[12, 925, 212, 1023]
paragraph: Ἡ ἀνακοίνωσις προσθέτει ὅτι ἡ ἐκσφενδόνισις τοῦ δευτέρου αὐτοῦ Σοβιετικοῦ πυραύλου ἀποτελεῖ μέρος τοῦ προγράμματος κοσμικῶν ἐρευνῶν καὶ προπαρασκευῆς διαπλανητικῶν πτήσεων.	[12, 426, 212, 511]
article-digenis	[1065, 47, 1387, 504]
divider	[1065, 1905, 1387, 1907]
divider	[1065, 914, 1387, 916]
paragraph: 4) Ο.Π.Α.Π.	[449, 1221, 514, 1234]
article-india	[1065, 1209, 1387, 1456]
paragraph: ΛΟΝΔΙΝΟΝ 12.— Ὁ ραδιοσταθμὸς τῆς Μόσχας μετέδωσε ὅτι ἡ Σοβιετικὴ Ἕνωσις ἐξαπέλυσε πύραυλον πρὸς τὴν Σελήνην. Συμφώνως πρὸς ἀνακοίνωσιν τοῦ Πρακτορείου «Τὰς» ὁ πύραυλος θὰ φθάση εἰς τὴν σελήνην τὴν 21ην ὥραν Γκρήνουϊτς τῆς Δευτέρας.	[12, 295, 212, 422]
paragraph: 3) Κύριον Γενικὸν Γραμματέα Ἀθλητισμοῦ Βῆχον.	[436, 1190, 636, 1217]
column-center	[436, 47, 1051, 1889]
headline: Η ΓΕΝΙΚΗ ΣΥΝΕΛΕΥΣΙΣ ΔΗΜΩΝ ΚΑΙ ΚΟΙΝΟΤΗΤΩΝ	[1084, 2031, 1369, 2070]
signature: ΝΙΚΟΛ. ΚΡΑΣΑΔΑΚΗΣ Δήμαρχος Ἡρακλείου	[855, 1285, 1047, 1310]
headline: Η ΑΝΘΡΩΠΟΣΦΑΓΗ ΤΗΣ ΒΙΑΝΝΟΥ	[78, 905, 355, 925]
paragraph: ΛΟΝΔΙΝΟΝ 12.—Ἐξ Βελιγράδι ἐξεδόθη κοινὸν ἀνακοινωθὲν ἐπὶ τῶν ἑλληνογιουγκοσλαβικῶν συνομιλιῶν αἱ ὁποῖαι διεξήχθησαν κατὰ τὴν διάρκειαν τῆς ἐκεῖ ἐπισκέψεως τοῦ Ἀντιπροέδρου τῆς ἑλληνικῆς Κυβερνήσεως κ. Κανελλοπούλου.	[1065, 1019, 1387, 1089]
subheadline: ΘΑ ΠΕΡΙΦΡΟΥΡΗΘΗ ΑΠΟ ΠΟΛΛΟΥΣ ΑΣΤΥΝΟΜΙΚΟΥΣ	[487, 178, 1001, 198]
paragraph: —Τί θὰ πῆ ξεκόλλα μου; ἐρώτησε σοκαρισμένος ὁ χῶρος δημόκριτος.	[221, 1369, 421, 1397]
divider	[1065, 2304, 1387, 2305]
paragraph: εἰσέτι ἀρκοῦντος νωπὴ εἰς τὴν μνήμην τῶν ψηφοφόρων καὶ ἡ ἀποτυχία τῆς πολιτικῆς εἰς τὴν Κύπρον, ὅπου οἱ Ἄγγλοι κατέστησαν ἑαυτοὺς γελοίους.	[644, 1435, 843, 1505]
section-label-right: ΤΕΛΕΥΤΑΙΑ ΩΡΑ	[1242, 9, 1387, 27]
paragraph: ΑΘΗΝΑΙ 12.— Ἡ γενικὴ συνέλευσις τῆς Κεντρικῆς Ἑνώσεως Δήμων καὶ Κοινοτήτων τῆς Ἑλλάδος συνεκλήθη εἰς Ἀθήνας διὰ τὴν 16ην Ὀκτωβρίου ἐ. ἔ. εἰς ἔκτακτον συνεδρίασιν. Κατὰ ταύτην θὰ συζητηθοῦν ἡ ἐκλογὴ τοῦ νέου ἀρχηγείου καὶ διάφορα ζητήματα ἐπιτείου.	[1065, 2069, 1387, 2153]
section-kicker: ΟΙΚΟΝΟΜΙΚΗ ΖΩΗ	[113, 1541, 320, 1564]
subheadline: ΦΕΡΕΙ ΕΠΙΣΤΗΜΟΝΙΚΑ ΟΡΓΑΝΑ	[48, 208, 385, 277]
paragraph: ΑΘΗΝΑΙ 12.— Τὴν μεσημβρίαν ἀνεχώρησεν εἰς Γερμανίαν ὁ Ὑπουργὸς τῆς Προεδρίας τῆς Κυβερνήσεως κ. Τσάτσος. Ὁ κ. Τσάτσος θὰ μεταβῇ εἰς Γερμανίαν διὰ τὴν ὑπογραφὴν τῆς σχετικῆς συμφωνίας.	[1065, 1842, 1387, 1898]
paragraph: —Τί θὰ πῆ μὲ δουλεύεις; τοῦ εἶπα. Ἐκφρασθῆτε ἐπὶ τὸ ἁπλούστερον.	[12, 1295, 212, 1336]
paragraph: Μεταδίδεται ἐκ Θεσσαλονίκης ὅτι τὸ δημοτικὸν συμβούλιον τῆς πόλεως ἀπεφάσισεν ὅπως ἀνακηρύξῃ τὸν ἀφικνούμενον αὔριον ἐκεῖ κ. Γρίβαν ἐπίτιμον δημότην ἐν πανηγυρικῇ συνεδριάσει τῇ μεσημβρίαν τῆς Δευτέρας. Τὸ συμβούλιον διὰ πλειοψηφίας πρωτοστατούντων τῶν	[644, 689, 1051, 904]
paragraph: Ἀργότερο μετεδόθη ὅτι ἡ πυροδότησις ἐπραγματοποιήθη διὰ τῆς χρησιμοποιήσεως πολυσταδιακοῦ πυραύλου. Ἡ ταχύτης τοῦ τελευταίου σταδίου τοῦ πυραύλου ὑπερέβη τὰ 11.200 μέτρα κατὰ δευτερόλεπτον, ἤτοι τὴν ἀπαιτουμένην διὰ τὴν ἔξοδον τοῦ ὀχήματος ἐκ τῆς περιοχῆς τῆς γηΐνης ἕλξεως.	[221, 295, 421, 436]
paragraph: Ἐσφάξανε μανάδες, σκοτώσανε παιδιά, κάψανε ἐκκλησίες, γκρεμίσανε χωριὰ μ᾿ ἕνα πρωτόγονο καὶ πρωτόγνωρο βάρβαρο σαδισμό, γιατί	[12, 925, 421, 1187]
